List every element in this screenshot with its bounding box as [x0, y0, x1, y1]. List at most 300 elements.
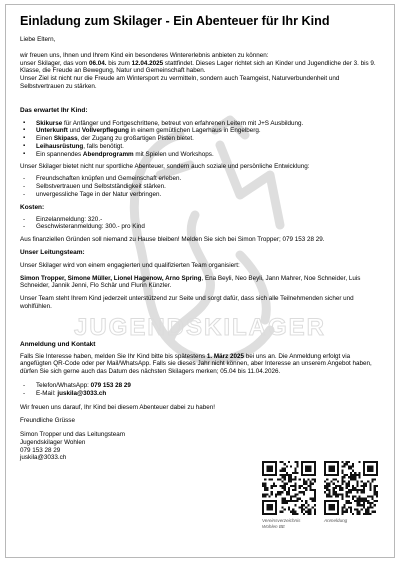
qr-module [264, 483, 266, 485]
regards: Freundliche Grüsse [20, 417, 75, 425]
list-item: ▪ Leihausrüstung, falls benötigt. [20, 143, 382, 151]
qr-module [294, 483, 296, 485]
qr-module [292, 485, 294, 487]
qr-module [299, 487, 301, 489]
qr-module [352, 489, 354, 491]
qr-module [365, 500, 367, 502]
qr-module [372, 511, 374, 513]
qr-module [281, 485, 283, 487]
qr-module [367, 509, 369, 511]
qr-module [354, 476, 356, 478]
team-text: Unser Skilager wird von einem engagierten und qualifizierten Team organisiert: [20, 261, 240, 269]
qr-module [341, 483, 343, 485]
qr-module [301, 504, 303, 506]
qr-module [314, 489, 316, 491]
qr-module [348, 506, 350, 508]
qr-module [369, 496, 371, 498]
qr-module [346, 502, 348, 504]
qr-module [361, 480, 363, 482]
qr-module [275, 496, 277, 498]
qr-module [281, 506, 283, 508]
qr-module [348, 502, 350, 504]
qr-module [359, 502, 361, 504]
qr-module [350, 478, 352, 480]
qr-module [352, 476, 354, 478]
qr-module [372, 480, 374, 482]
qr-module [356, 480, 358, 482]
qr-module [363, 487, 365, 489]
qr-module [341, 509, 343, 511]
qr-module [363, 506, 365, 508]
qr-module [348, 461, 350, 463]
qr-module [314, 500, 316, 502]
qr-module [292, 489, 294, 491]
qr-module [343, 465, 345, 467]
qr-module [341, 487, 343, 489]
costs-heading: Kosten: [20, 203, 45, 211]
qr-module [271, 491, 273, 493]
qr-module [352, 513, 354, 515]
qr-module [354, 478, 356, 480]
qr-module [264, 487, 266, 489]
qr-module [297, 498, 299, 500]
qr-module [350, 474, 352, 476]
list-item: - Selbstvertrauen und Selbstständigkeit stärken. [20, 183, 382, 191]
qr-module [359, 496, 361, 498]
qr-module [292, 500, 294, 502]
qr-module [294, 513, 296, 515]
qr-module [286, 483, 288, 485]
qr-module [350, 467, 352, 469]
qr-module [372, 496, 374, 498]
qr-module [346, 485, 348, 487]
qr-module [361, 509, 363, 511]
qr-module [314, 509, 316, 511]
qr-module [341, 498, 343, 500]
qr-module [279, 478, 281, 480]
qr-module [341, 470, 343, 472]
qr-module [350, 491, 352, 493]
qr-module [275, 493, 277, 495]
outro: Wir freuen uns darauf, Ihr Kind bei diesem Abenteuer dabei zu haben! [20, 403, 215, 411]
qr-module [372, 506, 374, 508]
qr-module [359, 498, 361, 500]
qr-module [279, 511, 281, 513]
expect-list [20, 120, 382, 159]
qr-module [341, 489, 343, 491]
qr-module [288, 500, 290, 502]
watermark-text: JUGENDSKILAGER [73, 314, 327, 341]
qr-module [281, 498, 283, 500]
qr-module [367, 500, 369, 502]
qr-module [350, 476, 352, 478]
qr-module [359, 500, 361, 502]
qr-module [281, 491, 283, 493]
qr-module [299, 506, 301, 508]
qr-module [341, 493, 343, 495]
qr-module [333, 483, 335, 485]
qr-module [314, 513, 316, 515]
qr-module [275, 485, 277, 487]
qr-module [299, 491, 301, 493]
contact-phone: - Telefon/WhatsApp: 079 153 28 29 [20, 382, 382, 390]
qr-module [363, 483, 365, 485]
qr-module [279, 474, 281, 476]
qr-module [312, 500, 314, 502]
qr-module [356, 474, 358, 476]
qr-module [356, 485, 358, 487]
qr-module [333, 487, 335, 489]
qr-module [363, 491, 365, 493]
qr-module [294, 472, 296, 474]
qr-module [367, 502, 369, 504]
email-link[interactable]: juskila@3033.ch [57, 389, 107, 397]
qr-module [335, 485, 337, 487]
qr-module [367, 511, 369, 513]
contact-heading: Anmeldung und Kontakt [20, 340, 96, 348]
qr-module [303, 480, 305, 482]
qr-module [352, 487, 354, 489]
qr-module [301, 485, 303, 487]
phone-number[interactable]: 079 153 28 29 [90, 381, 131, 389]
qr-module [310, 489, 312, 491]
qr-module [339, 485, 341, 487]
qr-module [348, 485, 350, 487]
qr-code-anmeldung[interactable] [324, 461, 378, 515]
qr-module [268, 478, 270, 480]
qr-module [305, 487, 307, 489]
qr-module [361, 500, 363, 502]
qr-module [369, 483, 371, 485]
qr-module [264, 478, 266, 480]
qr-module [301, 500, 303, 502]
qr-module [284, 489, 286, 491]
qr-module [297, 493, 299, 495]
qr-module [294, 467, 296, 469]
qr-module [288, 487, 290, 489]
qr-module [288, 476, 290, 478]
qr-module [262, 496, 264, 498]
qr-module [286, 472, 288, 474]
qr-module [356, 483, 358, 485]
qr-module [343, 476, 345, 478]
qr-module [339, 487, 341, 489]
qr-module [312, 478, 314, 480]
qr-module [262, 493, 264, 495]
qr-module [286, 465, 288, 467]
qr-module [312, 489, 314, 491]
qr-module [341, 472, 343, 474]
qr-module [346, 463, 348, 465]
qr-module [326, 487, 328, 489]
qr-module [281, 476, 283, 478]
qr-module [286, 491, 288, 493]
team-closing: Unser Team steht Ihrem Kind jederzeit unterstützend zur Seite und sorgt dafür, dass sich alle Teilnehmenden sicher und wohlfühlen. [20, 295, 354, 310]
qr-module [376, 496, 378, 498]
qr-module [279, 470, 281, 472]
qr-module [356, 500, 358, 502]
qr-module [297, 472, 299, 474]
qr-module [262, 485, 264, 487]
qr-module [273, 483, 275, 485]
qr-module [348, 476, 350, 478]
qr-module [335, 478, 337, 480]
qr-module [290, 465, 292, 467]
list-item: ▪ Skikurse für Anfänger und Fortgeschrittene, betreut von erfahrenen Leitern mit J+S Ausbildung. [20, 120, 382, 128]
qr-module [290, 478, 292, 480]
costs-note: Aus finanziellen Gründen soll niemand zu Hause bleiben! Melden Sie sich bei Simon Tropper; 079 153 28 29. [20, 236, 325, 244]
qr-module [363, 504, 365, 506]
start-date: 06.04. [88, 59, 107, 67]
qr-module [330, 496, 332, 498]
qr-module [297, 500, 299, 502]
team-heading: Unser Leitungsteam: [20, 248, 85, 256]
qr-module [292, 496, 294, 498]
qr-module [341, 476, 343, 478]
qr-module [286, 502, 288, 504]
qr-module [290, 496, 292, 498]
qr-module [352, 465, 354, 467]
qr-module [346, 487, 348, 489]
qr-module [281, 480, 283, 482]
qr-module [277, 478, 279, 480]
qr-module [307, 509, 309, 511]
qr-module [374, 504, 376, 506]
qr-module [356, 489, 358, 491]
qr-module [341, 465, 343, 467]
qr-module [341, 478, 343, 480]
qr-module [314, 491, 316, 493]
qr-module [363, 485, 365, 487]
end-date: 12.04.2025 [131, 59, 164, 67]
qr-module [354, 489, 356, 491]
qr-module [374, 491, 376, 493]
qr-module [343, 511, 345, 513]
intro-paragraph-2: unser Skilager, das vom 06.04. bis zum 12.04.2025 stattfindet. Dieses Lager richtet sich an Kinder und Jugendliche der 3. bis 9. Klasse, die Freude an Bewegung, Natur und Gemeinschaft haben. [20, 59, 376, 75]
qr-module [356, 509, 358, 511]
qr-module [324, 487, 326, 489]
qr-module [310, 483, 312, 485]
qr-finder-pattern [305, 465, 311, 471]
qr-module [310, 485, 312, 487]
qr-module [369, 504, 371, 506]
qr-module [363, 500, 365, 502]
qr-module [279, 461, 281, 463]
qr-module [346, 493, 348, 495]
qr-module [271, 485, 273, 487]
qr-module [350, 509, 352, 511]
qr-module [277, 491, 279, 493]
qr-module [346, 500, 348, 502]
qr-module [310, 509, 312, 511]
qr-module [354, 474, 356, 476]
qr-module [346, 509, 348, 511]
list-item: - unvergessliche Tage in der Natur verbringen. [20, 191, 382, 199]
qr-module [307, 478, 309, 480]
qr-module [354, 509, 356, 511]
qr-module [284, 478, 286, 480]
qr-module [288, 491, 290, 493]
qr-module [369, 502, 371, 504]
qr-module [374, 511, 376, 513]
qr-module [326, 478, 328, 480]
qr-module [294, 500, 296, 502]
qr-module [266, 489, 268, 491]
qr-module [314, 480, 316, 482]
team-names: Simon Tropper, Simone Müller, Lionel Hagenow, Arno Spring, Ena Beyli, Neo Beyli, Jann Mahrer, Noe Schneider, Luis Schneider, Jannik Jenni, Flo Schär und Flurin Künzler. [20, 274, 361, 290]
qr-module [299, 485, 301, 487]
qr-module [294, 511, 296, 513]
qr-module [328, 496, 330, 498]
qr-module [363, 489, 365, 491]
qr-module [350, 511, 352, 513]
qr-module [284, 487, 286, 489]
qr-module [376, 485, 378, 487]
qr-module [376, 493, 378, 495]
qr-module [350, 489, 352, 491]
qr-module [303, 504, 305, 506]
qr-module [359, 489, 361, 491]
costs-list [20, 216, 382, 232]
qr-module [294, 493, 296, 495]
qr-module [312, 483, 314, 485]
qr-code-vereinsverzeichnis[interactable] [262, 461, 316, 515]
qr-module [286, 474, 288, 476]
qr-module [328, 493, 330, 495]
qr-module [262, 483, 264, 485]
qr-module [279, 493, 281, 495]
qr-module [281, 461, 283, 463]
qr-module [343, 504, 345, 506]
qr-module [333, 493, 335, 495]
qr-module [363, 502, 365, 504]
qr-finder-pattern [367, 465, 373, 471]
qr-module [326, 483, 328, 485]
qr-module [281, 500, 283, 502]
qr-module [341, 513, 343, 515]
qr-module [337, 493, 339, 495]
qr-module [284, 509, 286, 511]
qr-module [359, 476, 361, 478]
qr-module [284, 470, 286, 472]
qr-module [365, 511, 367, 513]
qr-module [365, 485, 367, 487]
qr-module [294, 476, 296, 478]
qr-module [326, 485, 328, 487]
qr-module [290, 474, 292, 476]
qr-module [333, 478, 335, 480]
qr-module [303, 513, 305, 515]
qr-module [339, 489, 341, 491]
qr-module [290, 480, 292, 482]
qr-module [266, 487, 268, 489]
signature-line: Jugendskilager Wohlen [20, 438, 86, 446]
qr-module [352, 496, 354, 498]
qr-module [310, 498, 312, 500]
qr-module [376, 491, 378, 493]
qr-module [374, 500, 376, 502]
qr-module [346, 491, 348, 493]
qr-module [346, 511, 348, 513]
qr-module [352, 498, 354, 500]
qr-module [292, 511, 294, 513]
qr-module [297, 465, 299, 467]
qr-module [324, 485, 326, 487]
qr-module [290, 500, 292, 502]
signature-line: 079 153 28 29 [20, 446, 61, 454]
qr-module [314, 478, 316, 480]
qr-module [288, 489, 290, 491]
qr-module [305, 489, 307, 491]
qr-module [299, 498, 301, 500]
qr-module [292, 478, 294, 480]
qr-module [369, 489, 371, 491]
qr-module [367, 496, 369, 498]
qr-module [356, 513, 358, 515]
qr-module [328, 483, 330, 485]
qr-module [314, 496, 316, 498]
contact-paragraph: Falls Sie Interesse haben, melden Sie Ihr Kind bitte bis spätestens 1. März 2025 bei uns an. Die Anmeldung erfolgt via angefügten QR-Code oder per Mail/WhatsApp. Falls sie dieses Jahr nicht können, aber Interesse an unserem Angebot haben, dürfen Sie sich gerne auch das Datum des nächsten Skilagers merken; 05.04 bis 11.04.2026. [20, 352, 372, 376]
qr-module [356, 491, 358, 493]
qr-module [356, 498, 358, 500]
qr-module [348, 483, 350, 485]
qr-module [284, 485, 286, 487]
qr-module [271, 487, 273, 489]
qr-module [307, 504, 309, 506]
qr-module [307, 511, 309, 513]
qr-module [356, 511, 358, 513]
qr-finder-pattern [266, 465, 272, 471]
qr-module [348, 465, 350, 467]
qr-module [284, 463, 286, 465]
qr-module [328, 489, 330, 491]
greeting: Liebe Eltern, [20, 36, 56, 43]
qr-module [305, 480, 307, 482]
qr-module [301, 506, 303, 508]
qr-module [312, 498, 314, 500]
qr-module [301, 511, 303, 513]
qr-module [264, 493, 266, 495]
list-item: ▪ Ein spannendes Abendprogramm mit Spielen und Workshops. [20, 151, 382, 159]
qr-module [288, 478, 290, 480]
qr-module [305, 511, 307, 513]
qr-module [288, 474, 290, 476]
qr-module [290, 511, 292, 513]
qr-module [292, 509, 294, 511]
qr-module [292, 472, 294, 474]
qr-module [333, 489, 335, 491]
qr-module [350, 506, 352, 508]
qr-module [264, 485, 266, 487]
qr-module [286, 493, 288, 495]
qr-module [324, 480, 326, 482]
qr-module [341, 511, 343, 513]
qr-module [335, 493, 337, 495]
qr-module [303, 478, 305, 480]
qr-module [361, 485, 363, 487]
qr-module [303, 491, 305, 493]
qr-module [284, 476, 286, 478]
qr-module [281, 470, 283, 472]
qr-module [264, 489, 266, 491]
qr-module [292, 513, 294, 515]
qr-module [335, 487, 337, 489]
qr-module [343, 463, 345, 465]
qr-module [301, 509, 303, 511]
qr-finder-pattern [328, 465, 334, 471]
qr-module [359, 511, 361, 513]
qr-module [301, 491, 303, 493]
